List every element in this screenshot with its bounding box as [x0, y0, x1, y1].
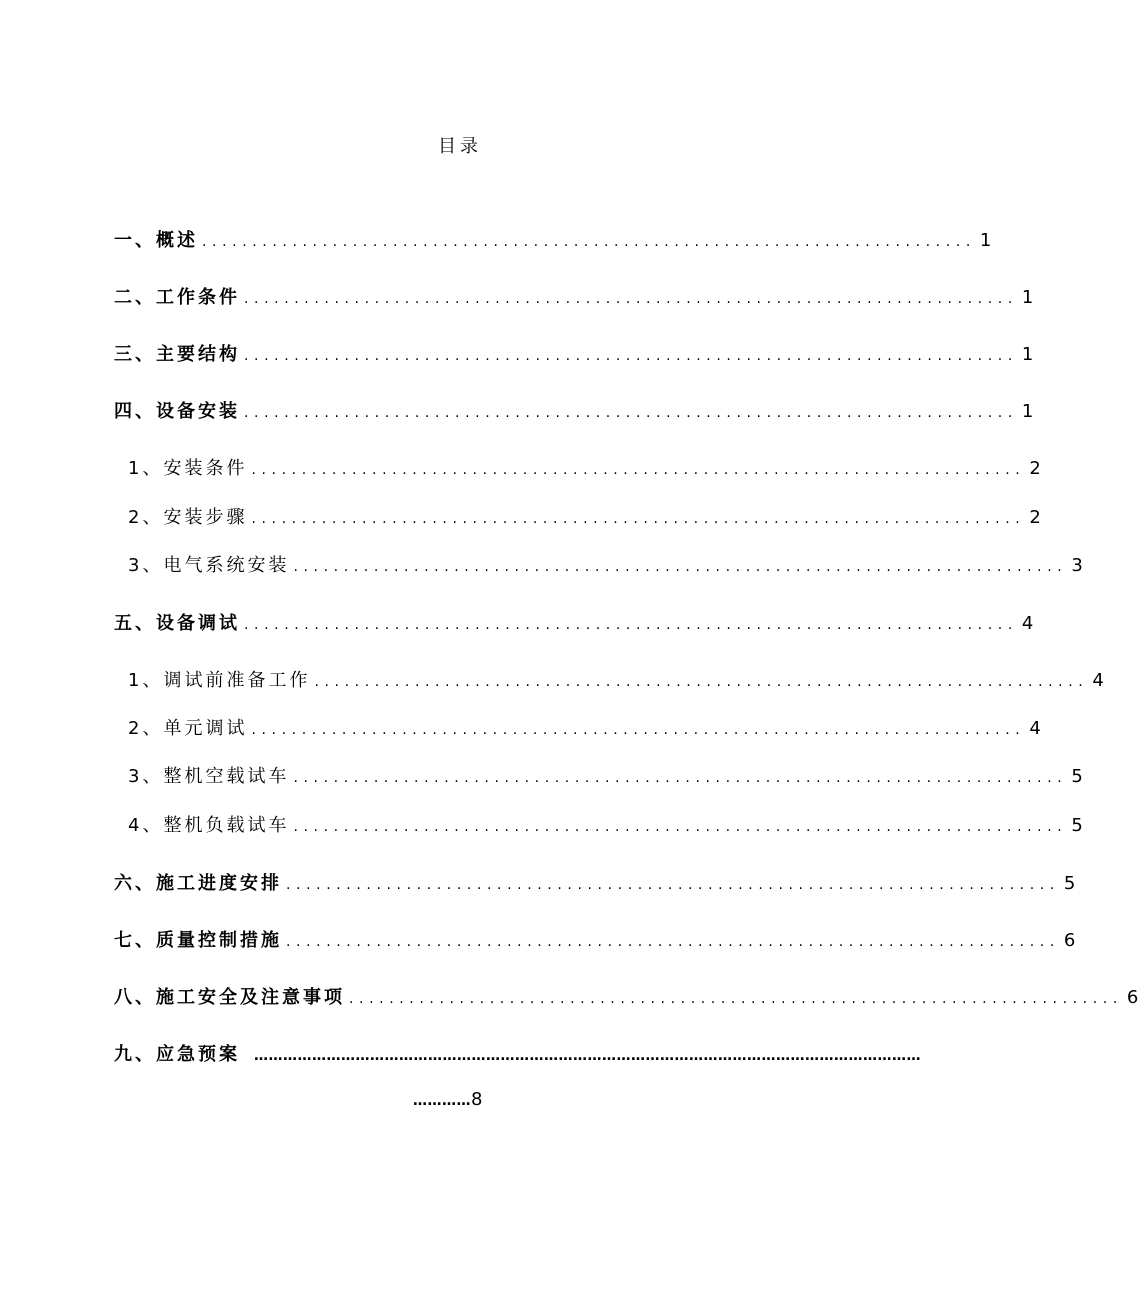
toc-entry-page: 1 [979, 230, 992, 251]
toc-entry-page: 4 [1021, 613, 1034, 634]
toc-entry-label: 4、整机负载试车 [128, 815, 290, 836]
toc-entry-label: 一、概述 [114, 230, 198, 251]
dot-leader: ............................................................................. [293, 770, 1068, 786]
toc-title: 目录 [438, 136, 482, 157]
toc-entry-label: 2、安装步骤 [128, 507, 248, 528]
toc-entry-label: 五、设备调试 [114, 613, 240, 634]
toc-entry-label: 七、质量控制措施 [114, 930, 282, 951]
toc-entry-page: 2 [1029, 458, 1041, 479]
toc-entry-5-3[interactable] [128, 762, 1083, 788]
dot-leader: ............................................................................. [244, 291, 1018, 307]
toc-entry-page: 1 [1021, 401, 1034, 422]
dot-leader: ............................................................................. [314, 674, 1089, 690]
toc-entry-page: 1 [1021, 344, 1034, 365]
toc-entry-1[interactable] [114, 226, 992, 252]
toc-entry-label: 六、施工进度安排 [114, 873, 282, 894]
dot-leader: ............................................................................. [293, 819, 1068, 835]
dot-leader: ………… [413, 1093, 471, 1109]
toc-entry-label: 3、整机空载试车 [128, 766, 290, 787]
toc-entry-page: 8 [471, 1089, 483, 1110]
toc-entry-4-1[interactable] [128, 454, 1041, 480]
toc-entry-page: 5 [1071, 766, 1083, 787]
dot-leader: ………………………………………………………………………………………………………………………… [254, 1048, 921, 1064]
toc-entry-8[interactable] [114, 983, 1138, 1009]
toc-entry-4-2[interactable] [128, 503, 1041, 529]
dot-leader: ............................................................................. [251, 722, 1026, 738]
toc-entry-3[interactable] [114, 340, 1034, 366]
toc-entry-2[interactable] [114, 283, 1034, 309]
toc-entry-4-3[interactable] [128, 551, 1083, 577]
toc-entry-5-4[interactable] [128, 811, 1083, 837]
toc-entry-5[interactable] [114, 609, 1034, 635]
toc-entry-label: 2、单元调试 [128, 718, 248, 739]
toc-entry-page: 2 [1029, 507, 1041, 528]
toc-entry-page: 6 [1126, 987, 1138, 1008]
dot-leader: ............................................................................. [293, 559, 1068, 575]
toc-entry-5-1[interactable] [128, 666, 1104, 692]
dot-leader: ............................................................................. [202, 234, 976, 250]
toc-entry-label: 二、工作条件 [114, 287, 240, 308]
toc-entry-page: 4 [1029, 718, 1041, 739]
toc-entry-page: 5 [1063, 873, 1076, 894]
dot-leader: ............................................................................. [349, 991, 1123, 1007]
toc-entry-9-continuation [413, 1089, 482, 1110]
toc-entry-5-2[interactable] [128, 714, 1041, 740]
toc-entry-9[interactable] [114, 1040, 921, 1066]
dot-leader: ............................................................................. [251, 511, 1026, 527]
toc-entry-page: 4 [1092, 670, 1104, 691]
dot-leader: ............................................................................. [244, 405, 1018, 421]
toc-entry-7[interactable] [114, 926, 1076, 952]
toc-entry-label: 九、应急预案 [114, 1044, 240, 1065]
toc-entry-6[interactable] [114, 869, 1076, 895]
toc-entry-label: 1、调试前准备工作 [128, 670, 311, 691]
toc-entry-page: 3 [1071, 555, 1083, 576]
dot-leader: ............................................................................. [244, 617, 1018, 633]
toc-entry-label: 3、电气系统安装 [128, 555, 290, 576]
toc-entry-page: 1 [1021, 287, 1034, 308]
dot-leader: ............................................................................. [286, 877, 1060, 893]
dot-leader: ............................................................................. [244, 348, 1018, 364]
toc-entry-4[interactable] [114, 397, 1034, 423]
toc-entry-label: 1、安装条件 [128, 458, 248, 479]
toc-entry-label: 三、主要结构 [114, 344, 240, 365]
toc-entry-page: 6 [1063, 930, 1076, 951]
toc-entry-label: 八、施工安全及注意事项 [114, 987, 345, 1008]
toc-entry-label: 四、设备安装 [114, 401, 240, 422]
dot-leader: ............................................................................. [251, 462, 1026, 478]
toc-entry-page: 5 [1071, 815, 1083, 836]
dot-leader: ............................................................................. [286, 934, 1060, 950]
